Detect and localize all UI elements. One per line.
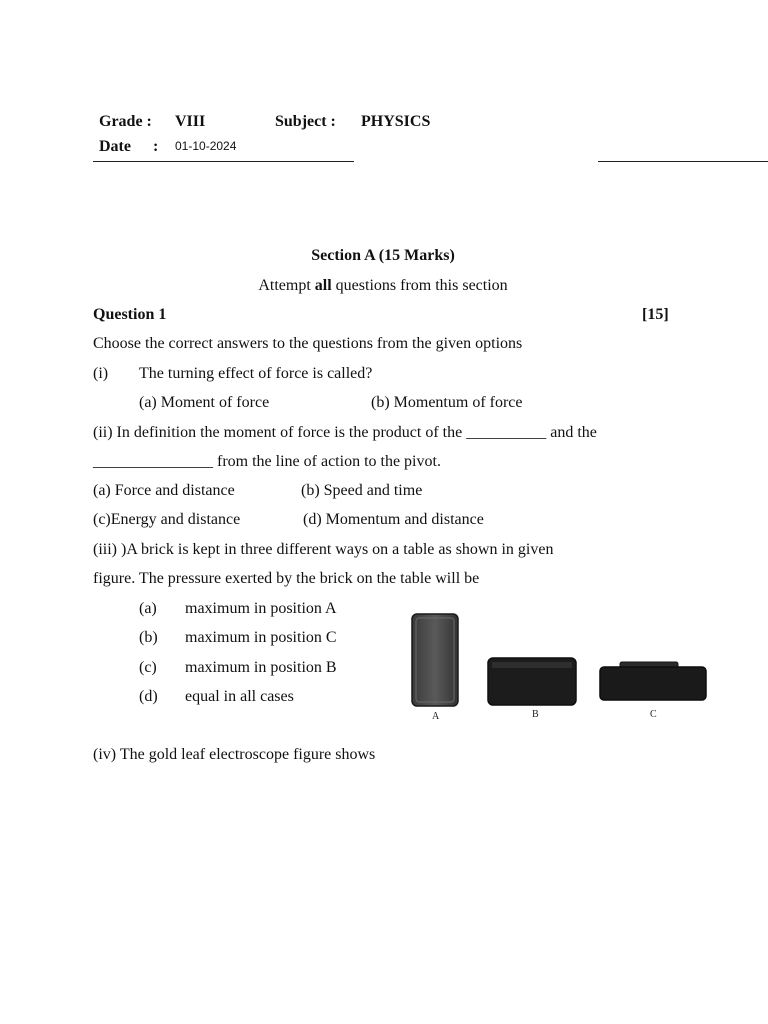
grade-label: Grade : — [99, 113, 152, 130]
brick-c-flat — [600, 662, 706, 700]
header-rule-right — [598, 161, 768, 162]
q-i-number: (i) — [93, 365, 109, 382]
date-label: Date — [99, 138, 131, 155]
q-iii-option-letter: (d) — [139, 688, 158, 705]
q-i-text: The turning effect of force is called? — [139, 365, 373, 382]
date-colon: : — [153, 138, 159, 155]
q-iii-option-letter: (c) — [139, 659, 157, 676]
grade-value: VIII — [175, 113, 206, 130]
header-rule-left — [93, 161, 354, 162]
subject-label: Subject : — [275, 113, 336, 130]
section-title: Section A (15 Marks) — [311, 247, 455, 264]
q-iii-option-text: maximum in position C — [185, 629, 337, 646]
q-i-option-a: (a) Moment of force — [139, 394, 270, 411]
q-ii-line2: _______________ from the line of action to the pivot. — [93, 453, 441, 470]
question-label: Question 1 — [93, 306, 167, 323]
section-instruction: Attempt all questions from this section — [258, 277, 508, 294]
q-i-option-b: (b) Momentum of force — [371, 394, 523, 411]
q-iii-option-letter: (a) — [139, 600, 157, 617]
subject-value: PHYSICS — [361, 113, 431, 130]
q-iii-option-letter: (b) — [139, 629, 158, 646]
q-iii-option-text: maximum in position B — [185, 659, 337, 676]
question-marks: [15] — [642, 306, 669, 323]
figure-label-a: A — [432, 711, 440, 722]
brick-positions-figure — [400, 605, 712, 725]
q-iii-option-text: maximum in position A — [185, 600, 337, 617]
figure-label-b: B — [532, 709, 539, 720]
brick-b-side — [488, 658, 576, 705]
date-value: 01-10-2024 — [175, 139, 237, 153]
q-ii-line1: (ii) In definition the moment of force is the product of the __________ and the — [93, 424, 597, 441]
q-iii-option-text: equal in all cases — [185, 688, 294, 705]
figure-label-c: C — [650, 709, 657, 720]
q-ii-option-d: (d) Momentum and distance — [303, 511, 484, 528]
q-iii-line1: (iii) )A brick is kept in three different ways on a table as shown in given — [93, 541, 554, 558]
brick-a-standing — [412, 614, 458, 706]
question-intro: Choose the correct answers to the questions from the given options — [93, 335, 523, 352]
q-iv-text: (iv) The gold leaf electroscope figure shows — [93, 746, 376, 763]
q-ii-option-c: (c)Energy and distance — [93, 511, 241, 528]
q-ii-option-a: (a) Force and distance — [93, 482, 235, 499]
q-iii-line2: figure. The pressure exerted by the brick on the table will be — [93, 570, 480, 587]
q-ii-option-b: (b) Speed and time — [301, 482, 423, 499]
